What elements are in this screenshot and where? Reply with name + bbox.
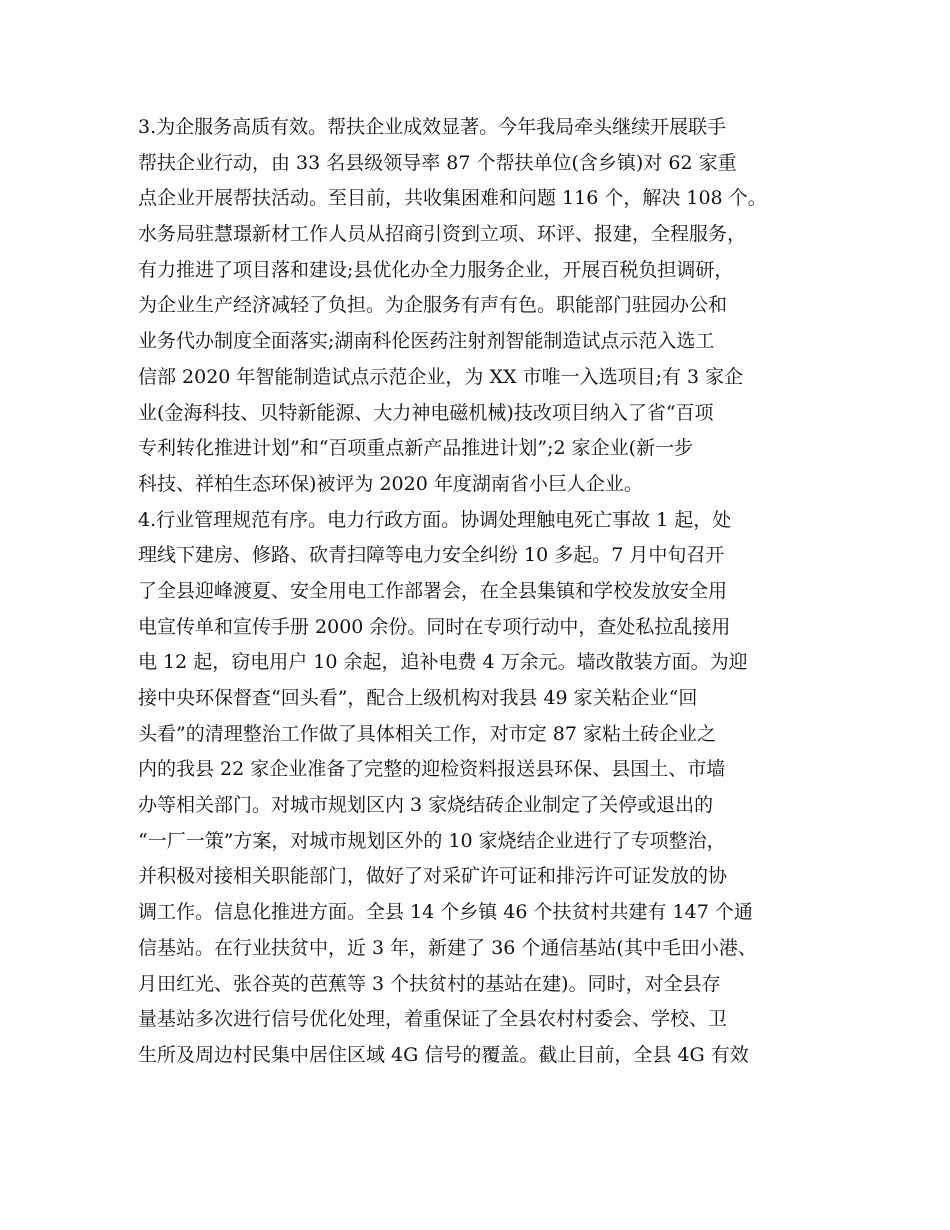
- text-line: 调工作。信息化推进方面。全县 14 个乡镇 46 个扶贫村共建有 147 个通: [138, 901, 753, 924]
- text-line: 内的我县 22 家企业准备了完整的迎检资料报送县环保、县国土、市墙: [138, 758, 726, 781]
- text-line: 点企业开展帮扶活动。至目前，共收集困难和问题 116 个，解决 108 个。: [138, 187, 767, 210]
- text-line: 电 12 起，窃电用户 10 余起，追补电费 4 万余元。墙改散装方面。为迎: [138, 651, 748, 674]
- text-line: 并积极对接相关职能部门，做好了对采矿许可证和排污许可证发放的协: [138, 865, 728, 888]
- text-line: 办等相关部门。对城市规划区内 3 家烧结砖企业制定了关停或退出的: [138, 794, 714, 817]
- text-line: 接中央环保督查“回头看”，配合上级机构对我县 49 家关粘企业“回: [138, 687, 698, 709]
- text-line: 信基站。在行业扶贫中，近 3 年，新建了 36 个通信基站(其中毛田小港、: [138, 936, 757, 959]
- text-line: 信部 2020 年智能制造试点示范企业，为 XX 市唯一入选项目;有 3 家企: [138, 365, 744, 388]
- text-line: 水务局驻慧璟新材工作人员从招商引资到立项、环评、报建，全程服务，: [138, 223, 747, 246]
- text-line: 4.行业管理规范有序。电力行政方面。协调处理触电死亡事故 1 起，处: [138, 508, 732, 531]
- text-line: 头看”的清理整治工作做了具体相关工作，对市定 87 家粘土砖企业之: [138, 722, 716, 745]
- text-line: 专利转化推进计划”和“百项重点新产品推进计划”;2 家企业(新一步: [138, 437, 694, 460]
- text-line: 量基站多次进行信号优化处理，着重保证了全县农村村委会、学校、卫: [138, 1008, 728, 1031]
- text-line: 了全县迎峰渡夏、安全用电工作部署会，在全县集镇和学校发放安全用: [138, 579, 728, 602]
- text-line: 生所及周边村民集中居住区域 4G 信号的覆盖。截止目前，全县 4G 有效: [138, 1043, 749, 1066]
- document-body: [138, 110, 828, 1074]
- text-line: 月田红光、张谷英的芭蕉等 3 个扶贫村的基站在建)。同时，对全县存: [138, 972, 721, 995]
- text-line: 理线下建房、修路、砍青扫障等电力安全纠纷 10 多起。7 月中旬召开: [138, 544, 725, 567]
- text-line: 3.为企服务高质有效。帮扶企业成效显著。今年我局牵头继续开展联手: [138, 116, 727, 138]
- text-line: 业(金海科技、贝特新能源、大力神电磁机械)技改项目纳入了省“百项: [138, 401, 714, 424]
- text-line: 为企业生产经济减轻了负担。为企服务有声有色。职能部门驻园办公和: [138, 294, 728, 317]
- text-line: “一厂一策”方案，对城市规划区外的 10 家烧结企业进行了专项整治，: [138, 829, 726, 852]
- text-line: 帮扶企业行动，由 33 名县级领导率 87 个帮扶单位(含乡镇)对 62 家重: [138, 151, 737, 174]
- text-line: 业务代办制度全面落实;湖南科伦医药注射剂智能制造试点示范入选工: [138, 330, 715, 353]
- text-line: 有力推进了项目落和建设;县优化办全力服务企业，开展百税负担调研，: [138, 258, 734, 281]
- text-line: 科技、祥柏生态环保)被评为 2020 年度湖南省小巨人企业。: [138, 472, 643, 495]
- text-line: 电宣传单和宣传手册 2000 余份。同时在专项行动中，查处私拉乱接用: [138, 615, 731, 638]
